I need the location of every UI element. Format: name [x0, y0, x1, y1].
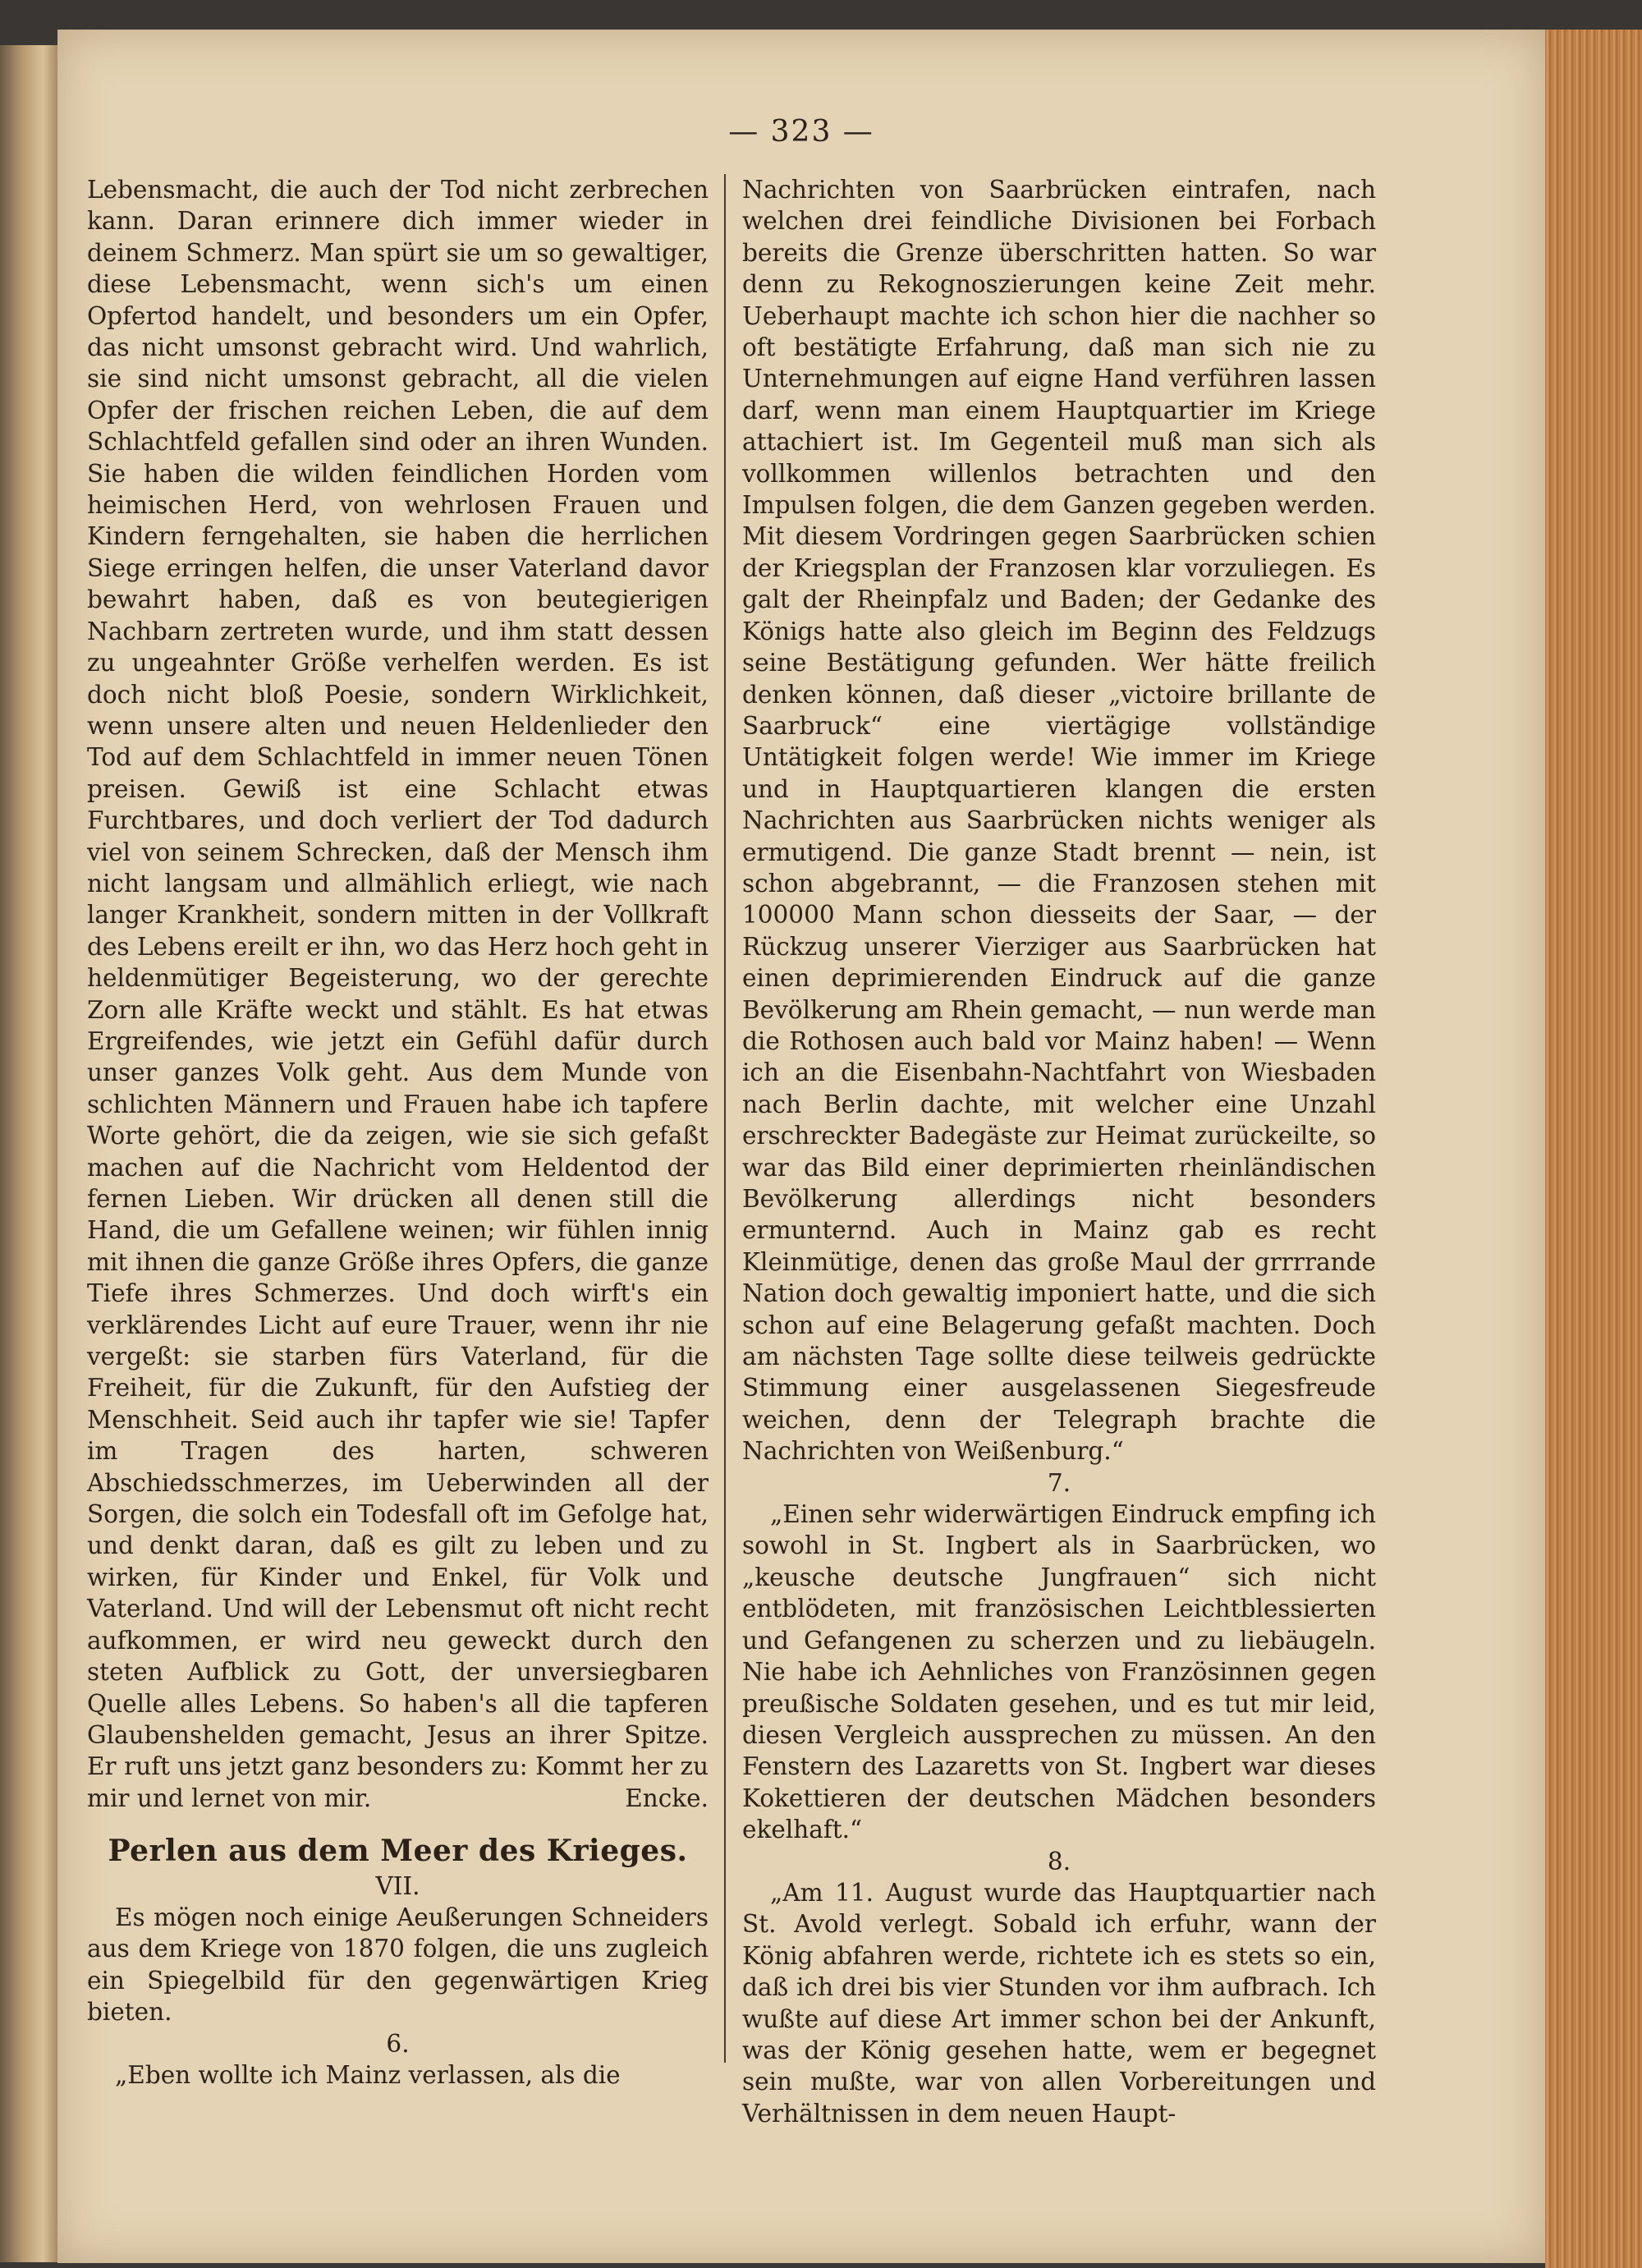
item-number-8: 8.: [1047, 1847, 1071, 1875]
item-number-6: 6.: [386, 2029, 410, 2058]
section-heading: Perlen aus dem Meer des Krieges.: [108, 1834, 688, 1869]
adjacent-page-edge: [0, 45, 57, 2262]
book-page-edges: [1545, 30, 1642, 2268]
page-number: — 323 —: [728, 115, 874, 149]
author-signature: Encke.: [625, 1784, 709, 1812]
left-column: [87, 174, 709, 2091]
paragraph-intro: Es mögen noch einige Aeußerungen Schneiders aus dem Kriege von 1870 folgen, die uns zugleich ein Spiegelbild für den gegenwärtigen Krieg bieten.: [87, 1903, 709, 2027]
paragraph-saarbruecken: Nachrichten von Saarbrücken eintrafen, nach welchen drei feindliche Divisionen bei Forbach bereits die Grenze überschritten hatten. So war denn zu Rekognoszierungen keine Zeit mehr. Ueberhaupt machte ich schon hier die nachher so oft bestätigte Erfahrung, daß man sich nie zu Unternehmungen auf eigne Hand verführen lassen darf, wenn man einem Hauptquartier im Kriege attachiert ist. Im Gegenteil muß man sich als vollkommen willenlos betrachten und den Impulsen folgen, die dem Ganzen gegeben werden. Mit diesem Vordringen gegen Saarbrücken schien der Kriegsplan der Franzosen klar vorzuliegen. Es galt der Rheinpfalz und Baden; der Gedanke des Königs hatte also gleich im Beginn des Feldzugs seine Bestätigung gefunden. Wer hätte freilich denken können, daß dieser „victoire brillante de Saarbruck“ eine viertägige vollständige Untätigkeit folgen werde! Wie immer im Kriege und in Hauptquartieren klangen die ersten Nachrichten aus Saarbrücken nichts weniger als ermutigend. Die ganze Stadt brennt — nein, ist schon abgebrannt, — die Franzosen stehen mit 100000 Mann schon diesseits der Saar, — der Rückzug unserer Vierziger aus Saarbrücken hat einen deprimierenden Eindruck auf die ganze Bevölkerung am Rhein gemacht, — nun werde man die Rothosen auch bald vor Mainz haben! — Wenn ich an die Eisenbahn-Nachtfahrt von Wiesbaden nach Berlin dachte, mit welcher eine Unzahl erschreckter Badegäste zur Heimat zurückeilte, so war das Bild einer deprimierten rheinländischen Bevölkerung allerdings nicht besonders ermunternd. Auch in Mainz gab es recht Kleinmütige, denen das große Maul der grrrrande Nation doch gewaltig imponiert hatte, und die sich schon auf eine Belagerung gefaßt machten. Doch am nächsten Tage sollte diese teilweis gedrückte Stimmung einer ausgelassenen Siegesfreude weichen, denn der Telegraph brachte die Nachrichten von Weißenburg.“: [742, 176, 1376, 1466]
paragraph-lebensmacht: [87, 174, 709, 1814]
paragraph-item-8: „Am 11. August wurde das Hauptquartier nach St. Avold verlegt. Sobald ich erfuhr, wann der König abfahren werde, richtete ich es stets so ein, daß ich drei bis vier Stunden vor ihm aufbrach. Ich wußte auf diese Art immer schon bei der Ankunft, was der König gesehen hatte, wem er begegnet sein mußte, war von allen Vorbereitungen und Verhältnissen in dem neuen Haupt-: [742, 1878, 1376, 2128]
column-divider: [724, 174, 726, 2063]
paragraph-item-7: „Einen sehr widerwärtigen Eindruck empfing ich sowohl in St. Ingbert als in Saarbrücken, wo „keusche deutsche Jungfrauen“ sich nicht entblödeten, mit französischen Leichtblessierten und Gefangenen zu scherzen und zu liebäugeln. Nie habe ich Aehnliches von Französinnen gegen preußische Soldaten gesehen, und es tut mir leid, diesen Vergleich aussprechen zu müssen. An den Fenstern des Lazaretts von St. Ingbert war dieses Kokettieren der deutschen Mädchen besonders ekelhaft.“: [742, 1500, 1376, 1844]
item-number-7: 7.: [1047, 1468, 1071, 1497]
right-column: [742, 174, 1376, 2129]
paragraph-text: Lebensmacht, die auch der Tod nicht zerbrechen kann. Daran erinnere dich immer wieder in deinem Schmerz. Man spürt sie um so gewaltiger, diese Lebensmacht, wenn sich's um einen Opfertod handelt, und besonders um ein Opfer, das nicht umsonst gebracht wird. Und wahrlich, sie sind nicht umsonst gebracht, all die vielen Opfer der frischen reichen Leben, die auf dem Schlachtfeld gefallen sind oder an ihren Wunden. Sie haben die wilden feindlichen Horden vom heimischen Herd, von wehrlosen Frauen und Kindern ferngehalten, sie haben die herrlichen Siege erringen helfen, die unser Vaterland davor bewahrt haben, daß es von beutegierigen Nachbarn zertreten wurde, und ihm statt dessen zu ungeahnter Größe verhelfen werden. Es ist doch nicht bloß Poesie, sondern Wirklichkeit, wenn unsere alten und neuen Heldenlieder den Tod auf dem Schlachtfeld in immer neuen Tönen preisen. Gewiß ist eine Schlacht etwas Furchtbares, und doch verliert der Tod dadurch viel von seinem Schrecken, daß der Mensch ihm nicht langsam und allmählich erliegt, wie nach langer Krankheit, sondern mitten in der Vollkraft des Lebens ereilt er ihn, wo das Herz hoch geht in heldenmütiger Begeisterung, wo der gerechte Zorn alle Kräfte weckt und stählt. Es hat etwas Ergreifendes, wie jetzt ein Gefühl dafür durch unser ganzes Volk geht. Aus dem Munde von schlichten Männern und Frauen habe ich tapfere Worte gehört, die da zeigen, wie sie sich gefaßt machen auf die Nachricht vom Heldentod der fernen Lieben. Wir drücken all denen still die Hand, die um Gefallene weinen; wir fühlen innig mit ihnen die ganze Größe ihres Opfers, die ganze Tiefe ihres Schmerzes. Und doch wirft's ein verklärendes Licht auf eure Trauer, wenn ihr nie vergeßt: sie starben fürs Vaterland, für die Freiheit, für die Zukunft, für den Aufstieg der Menschheit. Seid auch ihr tapfer wie sie! Tapfer im Tragen des harten, schweren Abschiedsschmerzes, im Ueberwinden all der Sorgen, die solch ein Todesfall oft im Gefolge hat, und denkt daran, daß es gilt zu leben und zu wirken, für Kinder und Enkel, für Volk und Vaterland. Und will der Lebensmut oft nicht recht aufkommen, er wird neu geweckt durch den steten Aufblick zu Gott, der unversiegbaren Quelle alles Lebens. So haben's all die tapferen Glaubenshelden gemacht, Jesus an ihrer Spitze. Er ruft uns jetzt ganz besonders zu: Kommt her zu mir und lernet von mir.: [87, 176, 709, 1812]
paragraph-item-6: „Eben wollte ich Mainz verlassen, als die: [115, 2060, 621, 2089]
section-roman-numeral: VII.: [375, 1871, 420, 1900]
